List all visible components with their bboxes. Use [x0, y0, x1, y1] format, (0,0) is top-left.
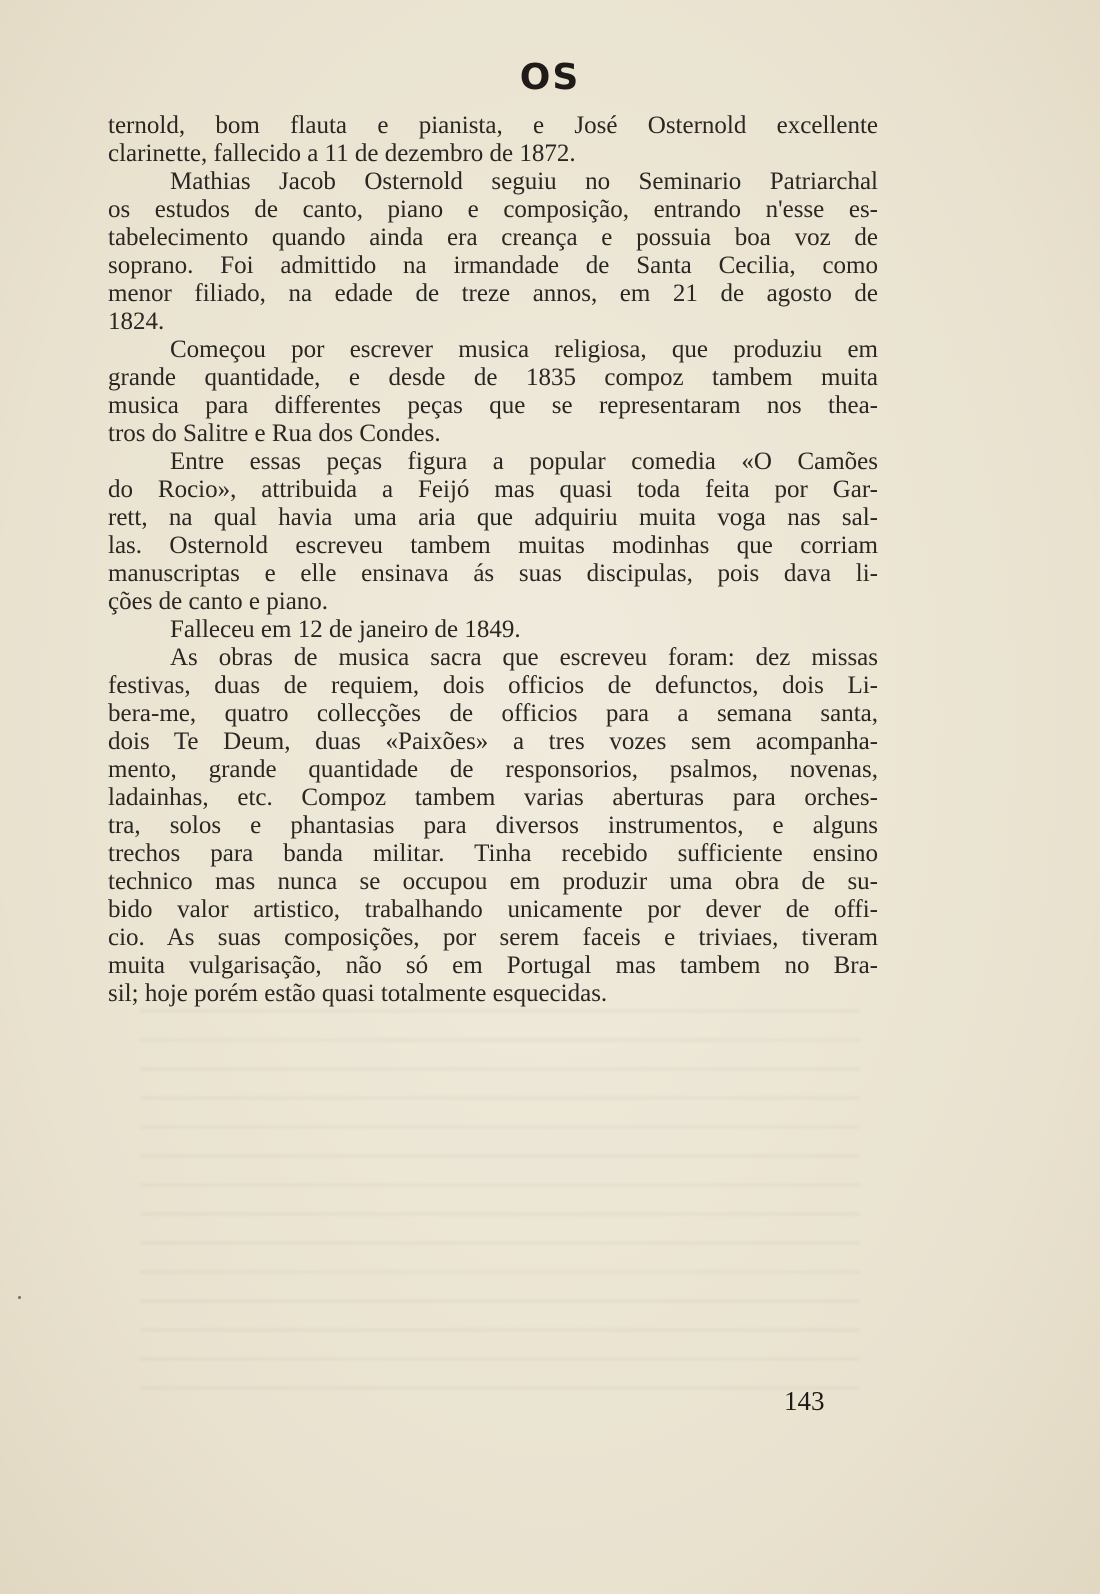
text-line: cio. As suas composições, por serem faceis e triviaes, tiveram — [108, 924, 878, 951]
text-line: Entre essas peças figura a popular comedia «O Camões — [170, 448, 878, 475]
text-line: las. Osternold escreveu tambem muitas modinhas que corriam — [108, 532, 878, 559]
text-line: Mathias Jacob Osternold seguiu no Seminario Patriarchal — [170, 168, 878, 195]
text-line: menor filiado, na edade de treze annos, em 21 de agosto de — [108, 280, 878, 307]
text-line: do Rocio», attribuida a Feijó mas quasi toda feita por Gar- — [108, 476, 878, 503]
text-line: ladainhas, etc. Compoz tambem varias aberturas para orches- — [108, 784, 878, 811]
text-line: soprano. Foi admittido na irmandade de Santa Cecilia, como — [108, 252, 878, 279]
text-line: muita vulgarisação, não só em Portugal mas tambem no Bra- — [108, 952, 878, 979]
text-line: sil; hoje porém estão quasi totalmente esquecidas. — [108, 980, 608, 1007]
text-line: As obras de musica sacra que escreveu foram: dez missas — [170, 644, 878, 671]
page-number: 143 — [784, 1386, 825, 1416]
text-line: clarinette, fallecido a 11 de dezembro de 1872. — [108, 140, 576, 167]
running-head: OS — [519, 57, 581, 98]
text-line: os estudos de canto, piano e composição, entrando n'esse es- — [108, 196, 878, 223]
text-line: Falleceu em 12 de janeiro de 1849. — [170, 616, 521, 643]
text-line: manuscriptas e elle ensinava ás suas discipulas, pois dava li- — [108, 560, 878, 587]
text-line: tros do Salitre e Rua dos Condes. — [108, 420, 441, 447]
body-text — [108, 112, 878, 1008]
text-line: trechos para banda militar. Tinha recebido sufficiente ensino — [108, 840, 878, 867]
text-line: bido valor artistico, trabalhando unicamente por dever de offi- — [108, 896, 878, 923]
text-line: Começou por escrever musica religiosa, que produziu em — [170, 336, 878, 363]
text-line: mento, grande quantidade de responsorios, psalmos, novenas, — [108, 756, 878, 783]
text-line: tabelecimento quando ainda era creança e possuia boa voz de — [108, 224, 878, 251]
text-line: festivas, duas de requiem, dois officios de defunctos, dois Li- — [108, 672, 878, 699]
text-line: technico mas nunca se occupou em produzir uma obra de su- — [108, 868, 878, 895]
text-line: tra, solos e phantasias para diversos instrumentos, e alguns — [108, 812, 878, 839]
text-line: grande quantidade, e desde de 1835 compoz tambem muita — [108, 364, 878, 391]
text-line: dois Te Deum, duas «Paixões» a tres vozes sem acompanha- — [108, 728, 878, 755]
text-line: musica para differentes peças que se representaram nos thea- — [108, 392, 878, 419]
text-line: ternold, bom flauta e pianista, e José Osternold excellente — [108, 112, 878, 139]
text-line: bera-me, quatro collecções de officios para a semana santa, — [108, 700, 878, 727]
paper-speck — [18, 1296, 21, 1299]
text-line: rett, na qual havia uma aria que adquiriu muita voga nas sal- — [108, 504, 878, 531]
text-line: 1824. — [108, 308, 165, 335]
show-through-texture — [140, 1010, 860, 1390]
text-line: ções de canto e piano. — [108, 588, 329, 615]
